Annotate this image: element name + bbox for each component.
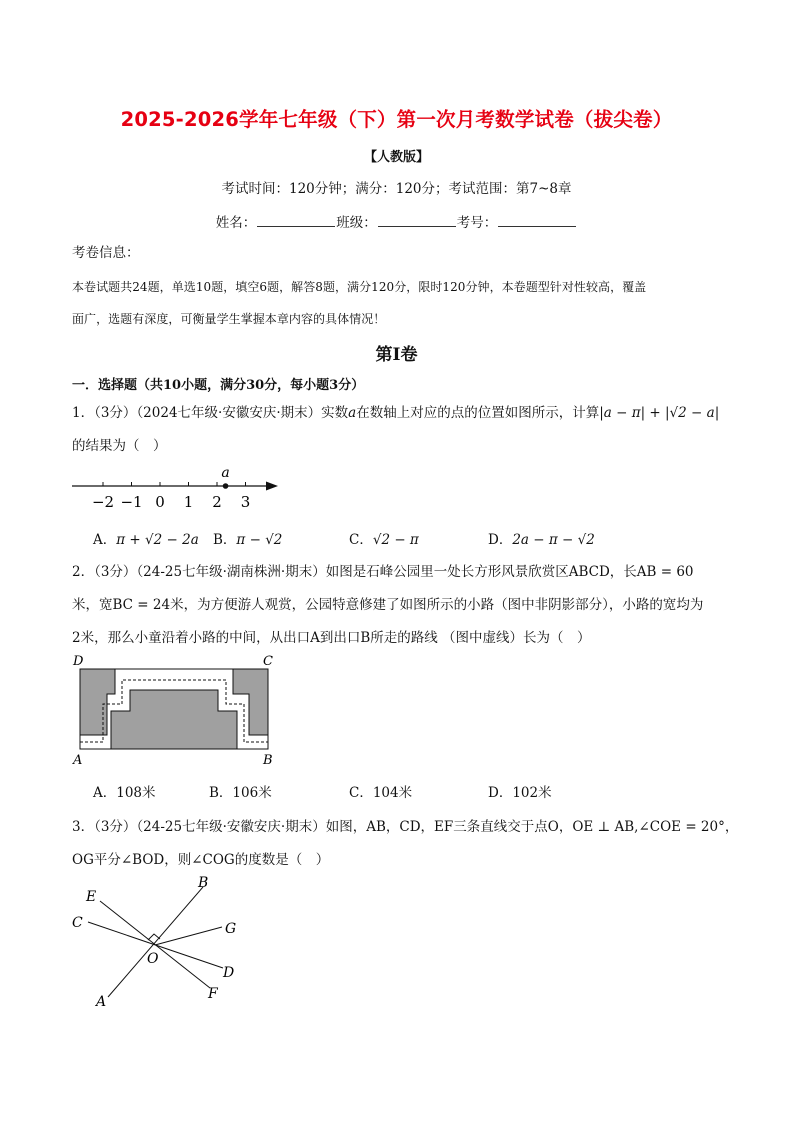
option-text: 106米 bbox=[232, 785, 272, 801]
option-key: D． bbox=[488, 785, 513, 801]
exam-number-label: 考号： bbox=[456, 215, 498, 231]
q3-points: （3分） bbox=[94, 819, 137, 835]
option-text: π − √2 bbox=[236, 532, 283, 548]
label-c: C bbox=[72, 915, 83, 931]
class-label: 班级： bbox=[336, 215, 377, 231]
q2-source: （24-25七年级·湖南株洲·期末） bbox=[136, 564, 326, 580]
q1-text-b: 在数轴上对应的点的位置如图所示，计算 bbox=[356, 405, 600, 421]
option-text: 104米 bbox=[372, 785, 413, 801]
option-key: A． bbox=[93, 785, 117, 801]
volume-title: 第I卷 bbox=[375, 345, 418, 365]
tick-label: 1 bbox=[183, 493, 194, 511]
tick-label: 2 bbox=[212, 493, 222, 511]
q1-text-a: 实数 bbox=[321, 405, 349, 421]
q1-number: 1． bbox=[72, 405, 95, 421]
q1-line-2: 的结果为（ ） bbox=[72, 438, 167, 454]
q2-option-c[interactable] bbox=[349, 781, 412, 801]
q2-line-1 bbox=[72, 560, 694, 580]
q1-expression: |a − π| + |√2 − a| bbox=[599, 405, 720, 421]
edition-label: 【人教版】 bbox=[363, 150, 429, 165]
q2-number: 2． bbox=[72, 564, 95, 580]
label-a: A bbox=[73, 753, 83, 768]
option-key: C． bbox=[349, 532, 373, 548]
option-key: A． bbox=[93, 532, 117, 548]
q2-text: 如图是石峰公园里一处长方形风景欣赏区ABCD，长AB = 60 bbox=[325, 564, 694, 580]
option-text: 108米 bbox=[116, 785, 156, 801]
section-title: 一．选择题（共10小题，满分30分，每小题3分） bbox=[72, 378, 365, 393]
q2-option-d[interactable] bbox=[488, 781, 552, 801]
label-f: F bbox=[208, 986, 218, 1002]
q2-path-figure bbox=[66, 650, 286, 770]
q3-source: （24-25七年级·安徽安庆·期末） bbox=[136, 819, 326, 835]
exam-number-blank[interactable] bbox=[498, 213, 576, 227]
label-c: C bbox=[263, 654, 273, 669]
line-ab bbox=[108, 887, 203, 997]
tick-label: −1 bbox=[120, 493, 143, 511]
q1-number-line-figure bbox=[68, 460, 283, 512]
tick-label: 3 bbox=[240, 493, 251, 511]
q1-source: （2024七年级·安徽安庆·期末） bbox=[136, 405, 322, 421]
q3-text: 如图，AB，CD，EF三条直线交于点O，OE ⊥ AB,∠COE = 20°， bbox=[325, 819, 739, 835]
info-line-2: 面广，选题有深度，可衡量学生掌握本章内容的具体情况！ bbox=[72, 312, 386, 326]
number-line-arrow-icon bbox=[266, 482, 278, 491]
class-blank[interactable] bbox=[378, 213, 456, 227]
q1-var-a: a bbox=[348, 405, 357, 421]
q3-intersecting-lines-figure bbox=[60, 870, 260, 1010]
point-a-label: a bbox=[221, 465, 230, 481]
q2-line-2: 米，宽BC = 24米，为方便游人观赏，公园特意修建了如图所示的小路（图中非阴影部分），小路的宽均为 bbox=[72, 597, 704, 613]
point-a-marker bbox=[223, 483, 229, 489]
q1-option-d[interactable] bbox=[488, 528, 595, 548]
student-fields bbox=[0, 211, 793, 231]
center-shaded-region bbox=[111, 690, 237, 749]
option-text: 2a − π − √2 bbox=[512, 532, 595, 548]
option-key: B． bbox=[209, 785, 233, 801]
label-d: D bbox=[223, 965, 235, 981]
label-d: D bbox=[73, 654, 84, 669]
q3-number: 3． bbox=[72, 819, 95, 835]
option-key: C． bbox=[349, 785, 373, 801]
label-b: B bbox=[198, 875, 209, 891]
q1-line-1 bbox=[72, 401, 719, 421]
label-e: E bbox=[86, 889, 97, 905]
q1-option-b[interactable] bbox=[213, 528, 282, 548]
option-text: 102米 bbox=[512, 785, 552, 801]
label-a: A bbox=[96, 994, 107, 1010]
q2-points: （3分） bbox=[94, 564, 137, 580]
option-text: π + √2 − 2a bbox=[116, 532, 199, 548]
option-key: B． bbox=[213, 532, 237, 548]
info-line-1: 本卷试题共24题，单选10题，填空6题，解答8题，满分120分，限时120分钟，本卷题型针对性较高，覆盖 bbox=[72, 280, 647, 294]
label-g: G bbox=[225, 921, 237, 937]
q2-option-a[interactable] bbox=[93, 781, 156, 801]
ray-og bbox=[155, 927, 222, 945]
tick-label: 0 bbox=[155, 493, 165, 511]
info-label: 考卷信息： bbox=[72, 245, 140, 261]
option-text: √2 − π bbox=[372, 532, 419, 548]
info-text bbox=[72, 271, 732, 335]
name-blank[interactable] bbox=[257, 213, 335, 227]
q3-line-2: OG平分∠BOD，则∠COG的度数是（ ） bbox=[72, 852, 330, 868]
tick-label: −2 bbox=[91, 493, 115, 511]
exam-title: 2025-2026学年七年级（下）第一次月考数学试卷（拔尖卷） bbox=[120, 108, 673, 131]
q2-line-3: 2米，那么小童沿着小路的中间，从出口A到出口B所走的路线 （图中虚线）长为（ ） bbox=[72, 630, 591, 646]
q1-points: （3分） bbox=[94, 405, 137, 421]
q2-option-b[interactable] bbox=[209, 781, 272, 801]
name-label: 姓名： bbox=[215, 215, 257, 231]
label-o: O bbox=[147, 951, 159, 967]
label-b: B bbox=[263, 753, 273, 768]
exam-meta: 考试时间：120分钟；满分：120分；考试范围：第7~8章 bbox=[221, 181, 572, 197]
q3-line-1 bbox=[72, 815, 738, 835]
option-key: D． bbox=[488, 532, 513, 548]
q1-option-a[interactable] bbox=[93, 528, 199, 548]
q1-option-c[interactable] bbox=[349, 528, 419, 548]
